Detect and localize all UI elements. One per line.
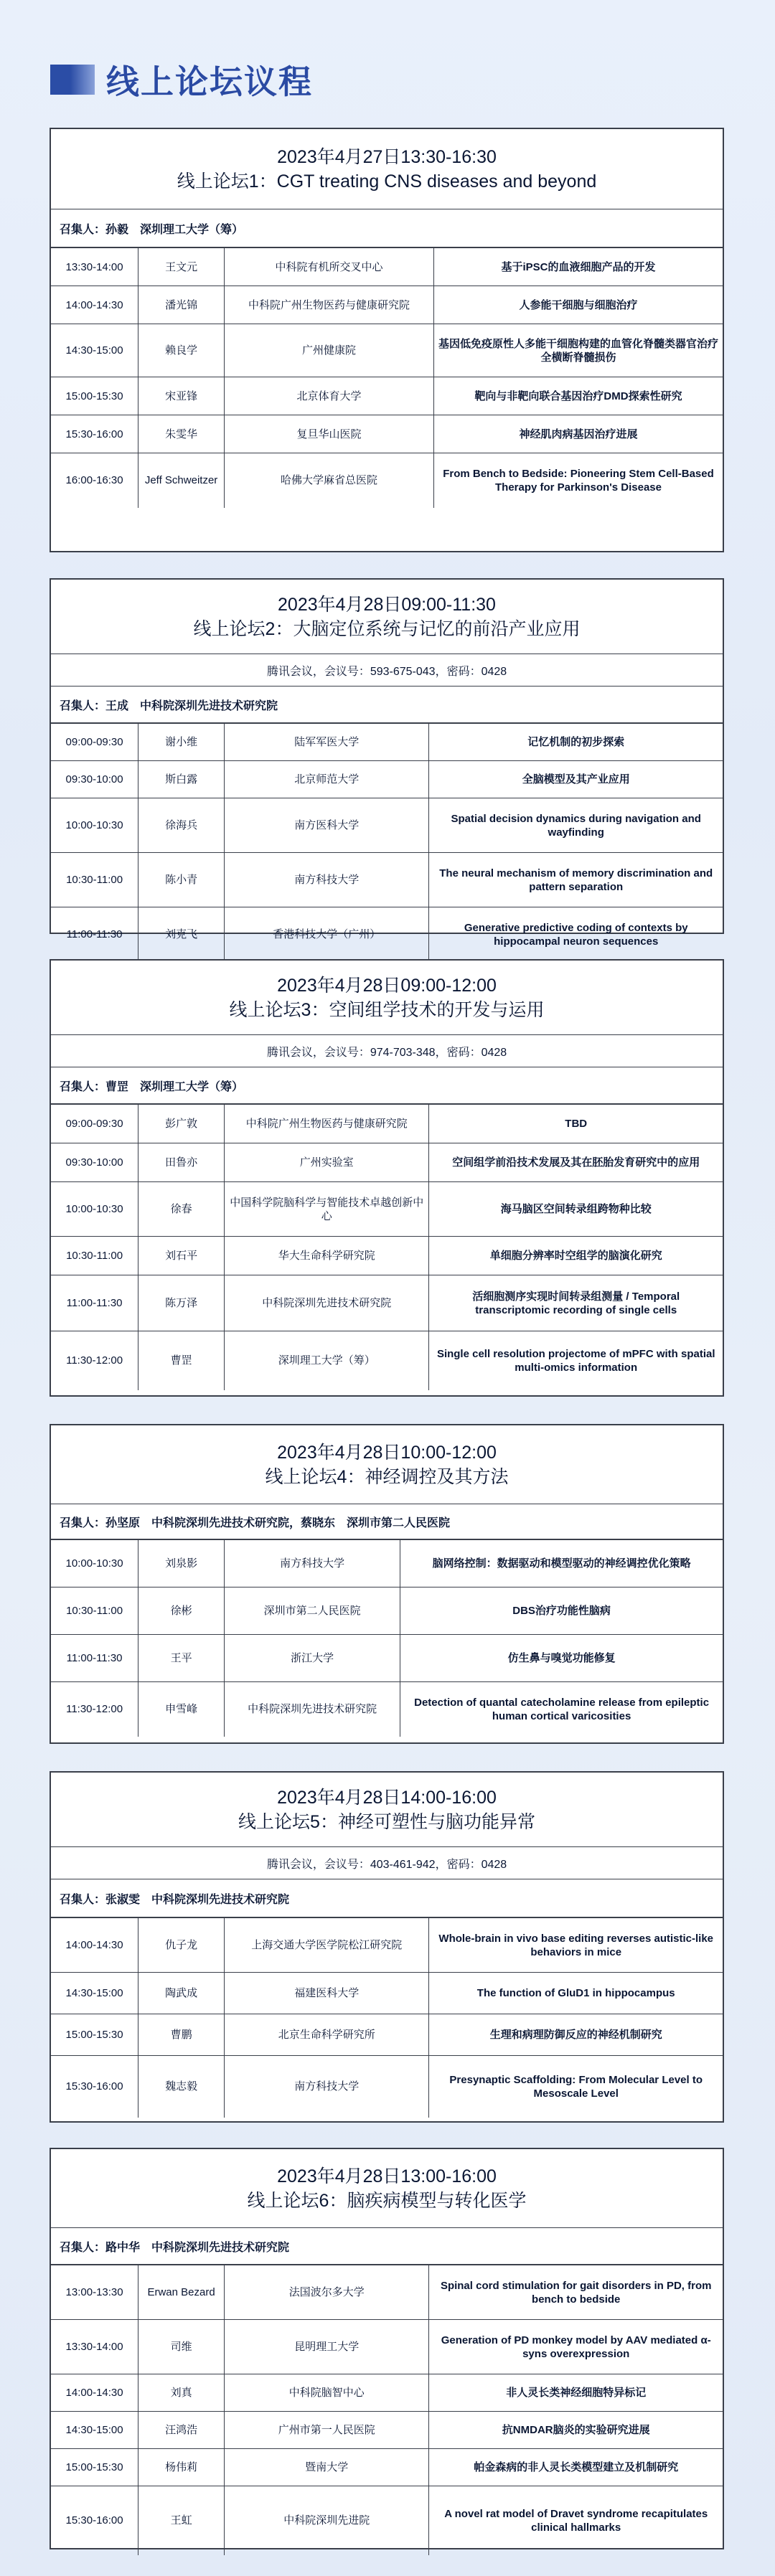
agenda-table [51,247,723,508]
talk-title: Spinal cord stimulation for gait disorders in PD, from bench to bedside [429,2265,723,2320]
talk-time: 16:00-16:30 [51,453,138,508]
talk-time: 15:00-15:30 [51,2014,138,2056]
session-card [50,1771,724,2123]
speaker-affiliation: 中科院深圳先进技术研究院 [224,1682,400,1737]
speaker-name: 刘真 [138,2374,225,2412]
talk-time: 09:00-09:30 [51,1105,138,1143]
speaker-name: 刘石平 [138,1237,225,1275]
agenda-row [51,853,723,907]
agenda-row [51,248,723,286]
talk-time: 10:00-10:30 [51,1182,138,1237]
talk-title: Single cell resolution projectome of mPFC with spatial multi-omics information [429,1331,723,1390]
speaker-affiliation: 华大生命科学研究院 [224,1237,428,1275]
title-accent-bar [50,65,95,95]
speaker-affiliation: 南方科技大学 [224,1540,400,1587]
speaker-affiliation: 北京体育大学 [224,377,433,415]
session-header [51,961,723,1035]
agenda-row [51,907,723,962]
page-title: 线上论坛议程 [106,62,313,101]
talk-title: 基因低免疫原性人多能干细胞构建的血管化脊髓类器官治疗全横断脊髓损伤 [434,324,723,377]
session-name: 线上论坛2：大脑定位系统与记忆的前沿产业应用 [193,618,581,639]
session-name: 线上论坛5：神经可塑性与脑功能异常 [238,1811,535,1832]
talk-time: 11:30-12:00 [51,1682,138,1737]
speaker-affiliation: 北京生命科学研究所 [224,2014,428,2056]
talk-time: 10:30-11:00 [51,1237,138,1275]
talk-time: 14:00-14:30 [51,1918,138,1973]
agenda-table [51,723,723,962]
session-card [50,1424,724,1744]
speaker-name: 王虹 [138,2486,225,2555]
speaker-name: 潘光锦 [138,286,225,324]
talk-time: 14:00-14:30 [51,2374,138,2412]
agenda-row [51,2412,723,2449]
talk-title: DBS治疗功能性脑病 [400,1587,723,1635]
agenda-row [51,724,723,761]
speaker-name: 曹罡 [138,1331,225,1390]
speaker-name: 杨伟莉 [138,2449,225,2486]
speaker-name: 赖良学 [138,324,225,377]
speaker-affiliation: 广州健康院 [224,324,433,377]
talk-time: 15:30-16:00 [51,2486,138,2555]
talk-title: 靶向与非靶向联合基因治疗DMD探索性研究 [434,377,723,415]
speaker-affiliation: 昆明理工大学 [224,2320,428,2374]
talk-time: 14:30-15:00 [51,2412,138,2449]
speaker-affiliation: 中科院脑智中心 [224,2374,428,2412]
speaker-name: 仇子龙 [138,1918,225,1973]
speaker-name: 徐春 [138,1182,225,1237]
talk-time: 11:00-11:30 [51,1635,138,1682]
speaker-name: 陶武成 [138,1973,225,2014]
agenda-row [51,453,723,508]
speaker-name: 宋亚锋 [138,377,225,415]
speaker-affiliation: 中科院有机所交叉中心 [224,248,433,286]
talk-title: Detection of quantal catecholamine release from epileptic human cortical varicosities [400,1682,723,1737]
speaker-name: 陈万泽 [138,1275,225,1331]
speaker-affiliation: 广州市第一人民医院 [224,2412,428,2449]
session-card [50,959,724,1397]
talk-title: 仿生鼻与嗅觉功能修复 [400,1635,723,1682]
talk-time: 13:30-14:00 [51,248,138,286]
talk-time: 10:30-11:00 [51,1587,138,1635]
speaker-affiliation: 中科院广州生物医药与健康研究院 [224,286,433,324]
session-card [50,2148,724,2549]
speaker-affiliation: 上海交通大学医学院松江研究院 [224,1918,428,1973]
speaker-name: 曹鹏 [138,2014,225,2056]
agenda-row [51,1973,723,2014]
speaker-affiliation: 复旦华山医院 [224,415,433,453]
talk-time: 10:00-10:30 [51,1540,138,1587]
talk-title: 帕金森病的非人灵长类模型建立及机制研究 [429,2449,723,2486]
agenda-row [51,2374,723,2412]
session-header [51,129,723,209]
session-header [51,1425,723,1504]
agenda-row [51,377,723,415]
meeting-info: 腾讯会议，会议号：403-461-942，密码：0428 [51,1847,723,1879]
talk-title: 单细胞分辨率时空组学的脑演化研究 [429,1237,723,1275]
speaker-name: 王文元 [138,248,225,286]
agenda-table [51,1104,723,1390]
speaker-affiliation: 陆军军医大学 [224,724,428,761]
talk-time: 10:30-11:00 [51,853,138,907]
talk-time: 13:30-14:00 [51,2320,138,2374]
agenda-row [51,2320,723,2374]
agenda-row [51,1918,723,1973]
agenda-row [51,415,723,453]
talk-title: 脑网络控制：数据驱动和模型驱动的神经调控优化策略 [400,1540,723,1587]
agenda-row [51,2449,723,2486]
talk-title: The neural mechanism of memory discrimination and pattern separation [429,853,723,907]
talk-time: 15:30-16:00 [51,2056,138,2118]
session-convener: 召集人：孙毅 深圳理工大学（筹） [51,209,723,247]
speaker-affiliation: 广州实验室 [224,1143,428,1182]
speaker-affiliation: 深圳理工大学（筹） [224,1331,428,1390]
talk-time: 14:30-15:00 [51,324,138,377]
speaker-affiliation: 南方科技大学 [224,853,428,907]
speaker-affiliation: 哈佛大学麻省总医院 [224,453,433,508]
talk-title: 空间组学前沿技术发展及其在胚胎发育研究中的应用 [429,1143,723,1182]
speaker-affiliation: 中科院深圳先进技术研究院 [224,1275,428,1331]
talk-time: 09:30-10:00 [51,1143,138,1182]
agenda-row [51,2014,723,2056]
speaker-affiliation: 深圳市第二人民医院 [224,1587,400,1635]
talk-title: TBD [429,1105,723,1143]
session-header [51,2149,723,2228]
talk-time: 09:00-09:30 [51,724,138,761]
page-header [50,56,313,103]
agenda-row [51,1682,723,1737]
speaker-name: 徐彬 [138,1587,225,1635]
session-name: 线上论坛6：脑疾病模型与转化医学 [247,2190,527,2211]
agenda-row [51,761,723,798]
speaker-affiliation: 暨南大学 [224,2449,428,2486]
talk-title: 活细胞测序实现时间转录组测量 / Temporal transcriptomic recording of single cells [429,1275,723,1331]
talk-time: 15:00-15:30 [51,2449,138,2486]
agenda-row [51,1331,723,1390]
agenda-row [51,2265,723,2320]
agenda-row [51,324,723,377]
talk-title: 生理和病理防御反应的神经机制研究 [429,2014,723,2056]
talk-title: 记忆机制的初步探索 [429,724,723,761]
session-convener: 召集人：曹罡 深圳理工大学（筹） [51,1067,723,1104]
agenda-row [51,1237,723,1275]
talk-title: 海马脑区空间转录组跨物种比较 [429,1182,723,1237]
agenda-row [51,1635,723,1682]
speaker-name: 斯白露 [138,761,225,798]
agenda-row [51,1143,723,1182]
agenda-table [51,2265,723,2555]
session-convener: 召集人：张淑雯 中科院深圳先进技术研究院 [51,1879,723,1917]
session-time: 2023年4月27日13:30-16:30 [277,146,497,167]
speaker-name: Jeff Schweitzer [138,453,225,508]
talk-time: 09:30-10:00 [51,761,138,798]
speaker-affiliation: 南方医科大学 [224,798,428,853]
agenda-row [51,1587,723,1635]
talk-time: 10:00-10:30 [51,798,138,853]
speaker-name: 申雪峰 [138,1682,225,1737]
session-time: 2023年4月28日14:00-16:00 [277,1787,497,1808]
session-time: 2023年4月28日10:00-12:00 [277,1442,497,1463]
session-name: 线上论坛3：空间组学技术的开发与运用 [229,999,545,1020]
speaker-affiliation: 福建医科大学 [224,1973,428,2014]
talk-time: 14:30-15:00 [51,1973,138,2014]
speaker-name: 司维 [138,2320,225,2374]
agenda-row [51,1182,723,1237]
speaker-affiliation: 北京师范大学 [224,761,428,798]
speaker-name: 彭广敦 [138,1105,225,1143]
talk-title: Spatial decision dynamics during navigation and wayfinding [429,798,723,853]
speaker-affiliation: 中科院广州生物医药与健康研究院 [224,1105,428,1143]
talk-title: Whole-brain in vivo base editing reverses autistic-like behaviors in mice [429,1918,723,1973]
speaker-name: 徐海兵 [138,798,225,853]
speaker-affiliation: 南方科技大学 [224,2056,428,2118]
talk-time: 13:00-13:30 [51,2265,138,2320]
agenda-row [51,2056,723,2118]
speaker-name: 陈小青 [138,853,225,907]
talk-title: 抗NMDAR脑炎的实验研究进展 [429,2412,723,2449]
agenda-row [51,1540,723,1587]
agenda-row [51,286,723,324]
session-convener: 召集人：王成 中科院深圳先进技术研究院 [51,687,723,723]
speaker-affiliation: 中科院深圳先进院 [224,2486,428,2555]
agenda-table [51,1917,723,2118]
talk-title: From Bench to Bedside: Pioneering Stem Cell-Based Therapy for Parkinson's Disease [434,453,723,508]
session-time: 2023年4月28日13:00-16:00 [277,2166,497,2186]
session-convener: 召集人：孙坚原 中科院深圳先进技术研究院，蔡晓东 深圳市第二人民医院 [51,1504,723,1539]
session-card [50,578,724,948]
speaker-affiliation: 香港科技大学（广州） [224,907,428,962]
speaker-name: Erwan Bezard [138,2265,225,2320]
session-time: 2023年4月28日09:00-11:30 [278,594,496,615]
talk-title: 非人灵长类神经细胞特异标记 [429,2374,723,2412]
session-header [51,1773,723,1847]
speaker-name: 汪鸿浩 [138,2412,225,2449]
speaker-name: 刘泉影 [138,1540,225,1587]
agenda-row [51,1105,723,1143]
talk-title: 人参能干细胞与细胞治疗 [434,286,723,324]
speaker-affiliation: 法国波尔多大学 [224,2265,428,2320]
talk-title: 全脑模型及其产业应用 [429,761,723,798]
session-time: 2023年4月28日09:00-12:00 [277,975,497,996]
talk-title: 基于iPSC的血液细胞产品的开发 [434,248,723,286]
agenda-row [51,2486,723,2555]
speaker-affiliation: 浙江大学 [224,1635,400,1682]
session-name: 线上论坛4：神经调控及其方法 [265,1466,509,1487]
talk-title: Generation of PD monkey model by AAV mediated α-syns overexpression [429,2320,723,2374]
speaker-name: 刘克飞 [138,907,225,962]
meeting-info: 腾讯会议，会议号：593-675-043，密码：0428 [51,654,723,687]
session-card [50,128,724,552]
talk-time: 15:30-16:00 [51,415,138,453]
talk-title: The function of GluD1 in hippocampus [429,1973,723,2014]
speaker-affiliation: 中国科学院脑科学与智能技术卓越创新中心 [224,1182,428,1237]
talk-title: 神经肌肉病基因治疗进展 [434,415,723,453]
talk-time: 11:00-11:30 [51,1275,138,1331]
speaker-name: 田鲁亦 [138,1143,225,1182]
meeting-info: 腾讯会议，会议号：974-703-348，密码：0428 [51,1035,723,1067]
speaker-name: 魏志毅 [138,2056,225,2118]
agenda-table [51,1539,723,1737]
session-convener: 召集人：路中华 中科院深圳先进技术研究院 [51,2228,723,2265]
talk-title: Presynaptic Scaffolding: From Molecular Level to Mesoscale Level [429,2056,723,2118]
session-name: 线上论坛1：CGT treating CNS diseases and beyond [177,171,597,192]
talk-time: 14:00-14:30 [51,286,138,324]
session-header [51,580,723,654]
talk-title: Generative predictive coding of contexts by hippocampal neuron sequences [429,907,723,962]
talk-time: 11:00-11:30 [51,907,138,962]
agenda-row [51,1275,723,1331]
speaker-name: 朱雯华 [138,415,225,453]
talk-title: A novel rat model of Dravet syndrome recapitulates clinical hallmarks [429,2486,723,2555]
agenda-row [51,798,723,853]
speaker-name: 王平 [138,1635,225,1682]
talk-time: 15:00-15:30 [51,377,138,415]
speaker-name: 谢小维 [138,724,225,761]
talk-time: 11:30-12:00 [51,1331,138,1390]
